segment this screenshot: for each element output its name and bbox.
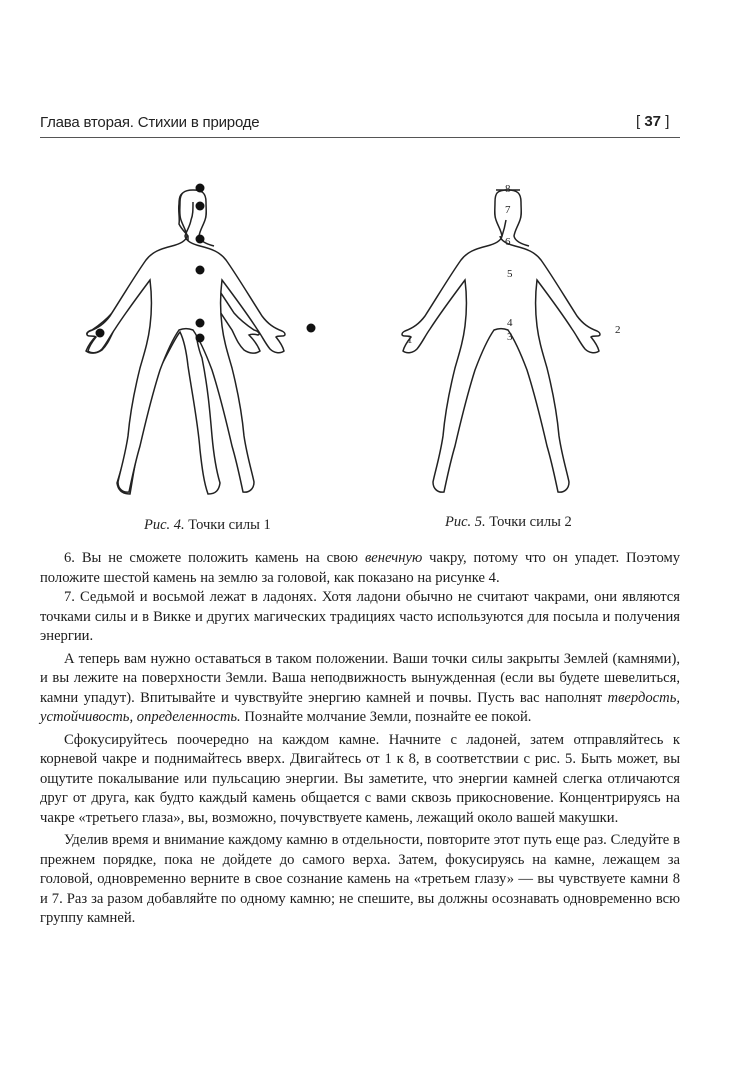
human-silhouette-dots-icon [80,178,340,508]
bracket-close: ] [661,113,670,130]
page-number [636,113,669,130]
figure-4-caption [144,517,271,534]
paragraph-3 [40,650,680,728]
point-crown [196,184,205,193]
caption-text: Точки силы 2 [485,514,572,530]
svg-text:6: 6 [505,236,511,248]
text-run: А теперь вам нужно оставаться в таком положении. Ваши точки силы закрыты Землей (камнями), и вы лежите на поверхности Земли. Ваша неподвижность вынужденная (если вы будете шевелиться, камни упадут). Впитывайте и чувствуйте энергию камней и почвы. Пусть вас наполнят [40,650,680,706]
svg-text:3: 3 [507,331,513,343]
paragraph-2 [40,588,680,647]
svg-text:1: 1 [407,334,413,346]
figure-5 [383,178,643,508]
header-rule [40,137,680,138]
point-label-8: 8 [505,183,511,195]
human-silhouette-numbered-icon [383,178,643,508]
paragraph-4 [40,731,680,829]
text-run: 6. Вы не сможете положить камень на свою [64,550,365,566]
figure-5-caption [445,514,572,531]
bracket-open: [ [636,113,645,130]
running-head-title: Глава вторая. Стихии в природе [40,114,260,131]
emphasis: венечную [364,550,423,566]
figure-4 [80,178,340,508]
caption-prefix: Рис. 5. [445,514,486,530]
paragraph-1 [40,549,680,588]
emphasis: твердость, устойчивость, определенность. [40,689,680,725]
caption-text: Точки силы 1 [184,517,271,533]
text-run: Сфокусируйтесь поочередно на каждом камне. Начните с ладоней, затем отправляйтесь к корневой чакре и поднимайтесь вверх. Двигайтесь от 1 к 8, в соответствии с рис. 5. Быть может, вы ощутите покалывание или пульсацию энергии. Вы заметите, что энергии камней слегка отличаются друг от друга, как будто каждый камень общается с вами сквозь прикосновение. Концентрируясь на чакре «третьего глаза», вы, возможно, почувствуете камень, лежащий около вашей макушки. [40,731,680,826]
svg-text:2: 2 [615,324,621,336]
page-number-value: 37 [644,113,662,130]
svg-text:5: 5 [507,268,513,280]
body-text [40,549,680,929]
text-run: чакру, потому что он упадет. Поэтому положите шестой камень на землю за головой, как показано на рисунке 4. [40,550,680,586]
svg-text:4: 4 [507,317,513,329]
paragraph-5 [40,831,680,929]
text-run: Уделив время и внимание каждому камню в отдельности, повторите этот путь еще раз. Следуйте в прежнем порядке, пока не дойдете до самого верха. Затем, фокусируясь на камне, лежащем за головой, одновременно верните в свое сознание камень на «третьем глазу» — вы чувствуете камни 8 и 7. Раз за разом добавляйте по одному камню; не спешите, вы должны осознавать одновременно всю группу камней. [40,832,680,926]
text-run: 7. Седьмой и восьмой лежат в ладонях. Хотя ладони обычно не считают чакрами, они являются точками силы и в Викке и других магических традициях часто используются для посыла и получения энергии. [40,589,680,644]
caption-prefix: Рис. 4. [144,517,185,533]
svg-text:7: 7 [505,204,511,216]
text-run: Познайте молчание Земли, познайте ее покой. [240,709,532,725]
